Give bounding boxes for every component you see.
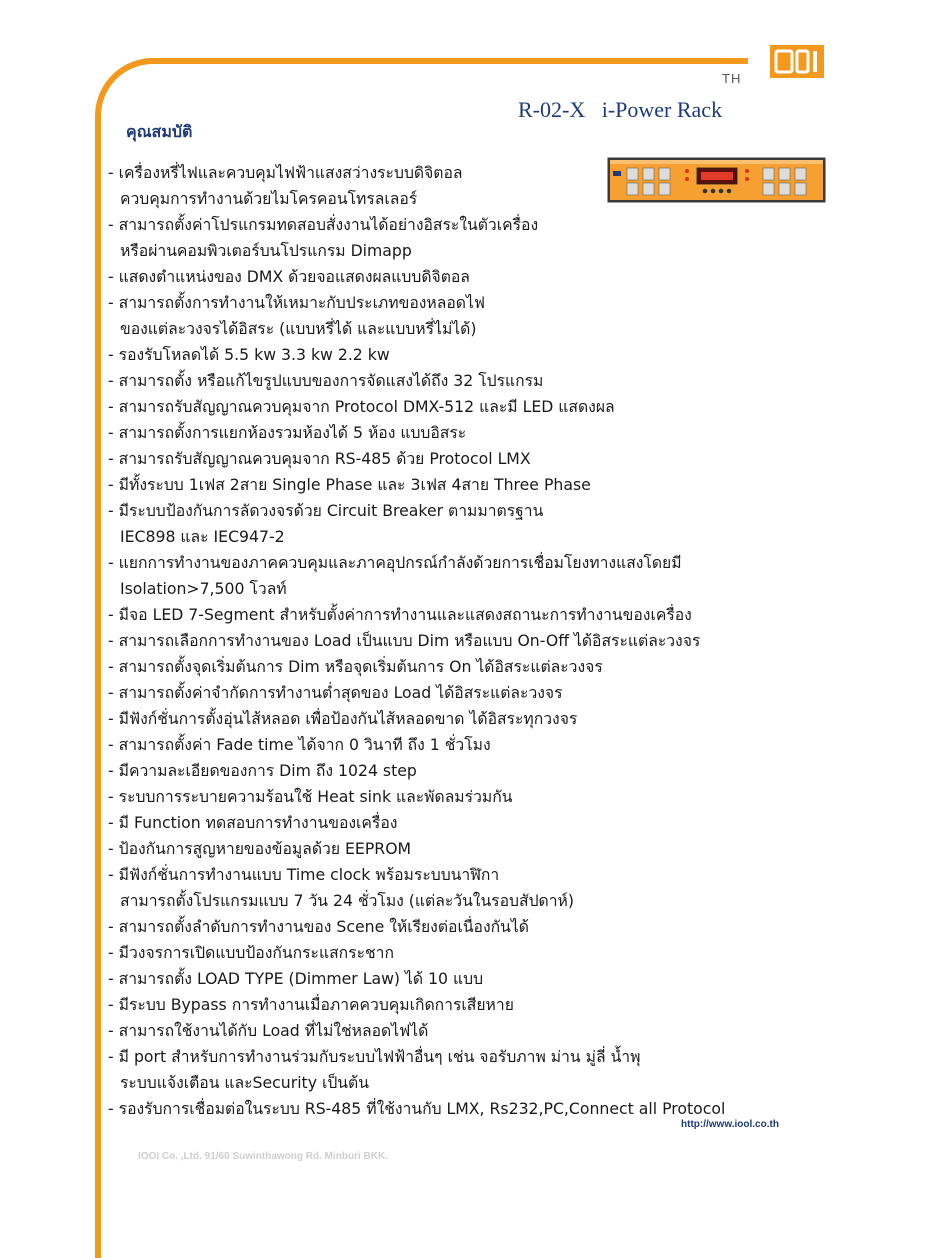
feature-item: [108, 628, 838, 654]
feature-text: - สามารถตั้งลำดับการทำงานของ Scene ให้เรียงต่อเนื่องกันได้: [108, 917, 529, 936]
feature-text: - สามารถตั้งค่า Fade time ได้จาก 0 วินาที ถึง 1 ชั่วโมง: [108, 735, 491, 754]
feature-text: - สามารถตั้งค่าโปรแกรมทดสอบสั่งงานได้อย่างอิสระในตัวเครื่อง: [108, 215, 539, 234]
feature-item: [108, 602, 838, 628]
feature-text: - สามารถเลือกการทำงานของ Load เป็นแบบ Dim หรือแบบ On-Off ได้อิสระแต่ละวงจร: [108, 631, 701, 650]
feature-item: [108, 550, 838, 602]
feature-text: - รองรับโหลดได้ 5.5 kw 3.3 kw 2.2 kw: [108, 345, 390, 364]
feature-text: - แสดงตำแหน่งของ DMX ด้วยจอแสดงผลแบบดิจิตอล: [108, 267, 470, 286]
feature-text: - มีวงจรการเปิดแบบป้องกันกระแสกระชาก: [108, 943, 394, 962]
feature-item: [108, 290, 838, 342]
feature-text: - มีฟังก์ชั่นการทำงานแบบ Time clock พร้อมระบบนาฬิกา: [108, 865, 500, 884]
feature-text: - สามารถรับสัญญาณควบคุมจาก Protocol DMX-512 และมี LED แสดงผล: [108, 397, 615, 416]
feature-text: - สามารถตั้ง LOAD TYPE (Dimmer Law) ได้ 10 แบบ: [108, 969, 484, 988]
feature-text: - รองรับการเชื่อมต่อในระบบ RS-485 ที่ใช้งานกับ LMX, Rs232,PC,Connect all Protocol: [108, 1099, 726, 1118]
feature-text: - มีฟังก์ชั่นการตั้งอุ่นไส้หลอด เพื่อป้องกันไส้หลอดขาด ได้อิสระทุกวงจร: [108, 709, 578, 728]
website-url: http://www.iool.co.th: [681, 1119, 779, 1130]
language-label: TH: [722, 71, 742, 86]
feature-item: [108, 264, 838, 290]
features-heading: คุณสมบัติ: [126, 122, 193, 141]
feature-text: - สามารถตั้ง หรือแก้ไขรูปแบบของการจัดแสงได้ถึง 32 โปรแกรม: [108, 371, 544, 390]
feature-item: [108, 758, 838, 784]
company-address: IOOI Co. ,Ltd. 91/60 Suwinthawong Rd. Minburi BKK.: [138, 1151, 388, 1162]
features-list: [108, 160, 838, 1122]
feature-text: - มี port สำหรับการทำงานร่วมกับระบบไฟฟ้าอื่นๆ เช่น จอรับภาพ ม่าน มู่ลี่ น้ำพุ: [108, 1047, 641, 1066]
feature-item: [108, 420, 838, 446]
feature-item: [108, 368, 838, 394]
feature-continuation: ระบบแจ้งเตือน และSecurity เป็นต้น: [120, 1073, 369, 1092]
feature-item: [108, 914, 838, 940]
feature-continuation: ควบคุมการทำงานด้วยไมโครคอนโทรลเลอร์: [120, 189, 418, 208]
feature-continuation: IEC898 และ IEC947-2: [120, 527, 285, 546]
feature-item: [108, 1018, 838, 1044]
iool-logo-icon: [770, 45, 824, 78]
feature-item: [108, 810, 838, 836]
feature-text: - เครื่องหรี่ไฟและควบคุมไฟฟ้าแสงสว่างระบบดิจิตอล: [108, 163, 463, 182]
feature-item: [108, 966, 838, 992]
feature-text: - มี Function ทดสอบการทำงานของเครื่อง: [108, 813, 398, 832]
feature-text: - มีความละเอียดของการ Dim ถึง 1024 step: [108, 761, 417, 780]
feature-text: - มีระบบ Bypass การทำงานเมื่อภาคควบคุมเกิดการเสียหาย: [108, 995, 514, 1014]
feature-item: [108, 992, 838, 1018]
feature-text: - แยกการทำงานของภาคควบคุมและภาคอุปกรณ์กำลังด้วยการเชื่อมโยงทางแสงโดยมี: [108, 553, 682, 572]
feature-text: - สามารถตั้งค่าจำกัดการทำงานต่ำสุดของ Load ได้อิสระแต่ละวงจร: [108, 683, 563, 702]
feature-item: [108, 940, 838, 966]
feature-item: [108, 654, 838, 680]
feature-text: - สามารถตั้งจุดเริ่มต้นการ Dim หรือจุดเริ่มต้นการ On ได้อิสระแต่ละวงจร: [108, 657, 603, 676]
feature-text: - สามารถตั้งการแยกห้องรวมห้องได้ 5 ห้อง แบบอิสระ: [108, 423, 467, 442]
feature-item: [108, 836, 838, 862]
feature-text: - ป้องกันการสูญหายของข้อมูลด้วย EEPROM: [108, 839, 412, 858]
feature-text: - มีทั้งระบบ 1เฟส 2สาย Single Phase และ 3เฟส 4สาย Three Phase: [108, 475, 591, 494]
feature-item: [108, 732, 838, 758]
feature-item: [108, 342, 838, 368]
feature-text: - ระบบการระบายความร้อนใช้ Heat sink และพัดลมร่วมกัน: [108, 787, 513, 806]
feature-item: [108, 706, 838, 732]
feature-item: [108, 472, 838, 498]
feature-item: [108, 784, 838, 810]
feature-item: [108, 862, 838, 914]
top-rule: [150, 58, 748, 64]
model-title: R-02-X i-Power Rack: [518, 97, 723, 122]
feature-item: [108, 212, 838, 264]
feature-item: [108, 394, 838, 420]
feature-item: [108, 446, 838, 472]
feature-continuation: Isolation>7,500 โวลท์: [120, 579, 287, 598]
feature-continuation: สามารถตั้งโปรแกรมแบบ 7 วัน 24 ชั่วโมง (แต่ละวันในรอบสัปดาห์): [120, 891, 574, 910]
feature-continuation: ของแต่ละวงจรได้อิสระ (แบบหรี่ได้ และแบบหรี่ไม่ได้): [120, 319, 477, 338]
feature-continuation: หรือผ่านคอมพิวเตอร์บนโปรแกรม Dimapp: [120, 241, 412, 260]
feature-item: [108, 498, 838, 550]
feature-text: - สามารถตั้งการทำงานให้เหมาะกับประเภทของหลอดไฟ: [108, 293, 485, 312]
feature-item: [108, 160, 838, 212]
feature-text: - มีระบบป้องกันการลัดวงจรด้วย Circuit Breaker ตามมาตรฐาน: [108, 501, 544, 520]
feature-text: - สามารถรับสัญญาณควบคุมจาก RS-485 ด้วย Protocol LMX: [108, 449, 531, 468]
feature-text: - มีจอ LED 7-Segment สำหรับตั้งค่าการทำงานและแสดงสถานะการทำงานของเครื่อง: [108, 605, 692, 624]
feature-item: [108, 1044, 838, 1096]
feature-text: - สามารถใช้งานได้กับ Load ที่ไม่ใช่หลอดไฟได้: [108, 1021, 429, 1040]
feature-item: [108, 680, 838, 706]
